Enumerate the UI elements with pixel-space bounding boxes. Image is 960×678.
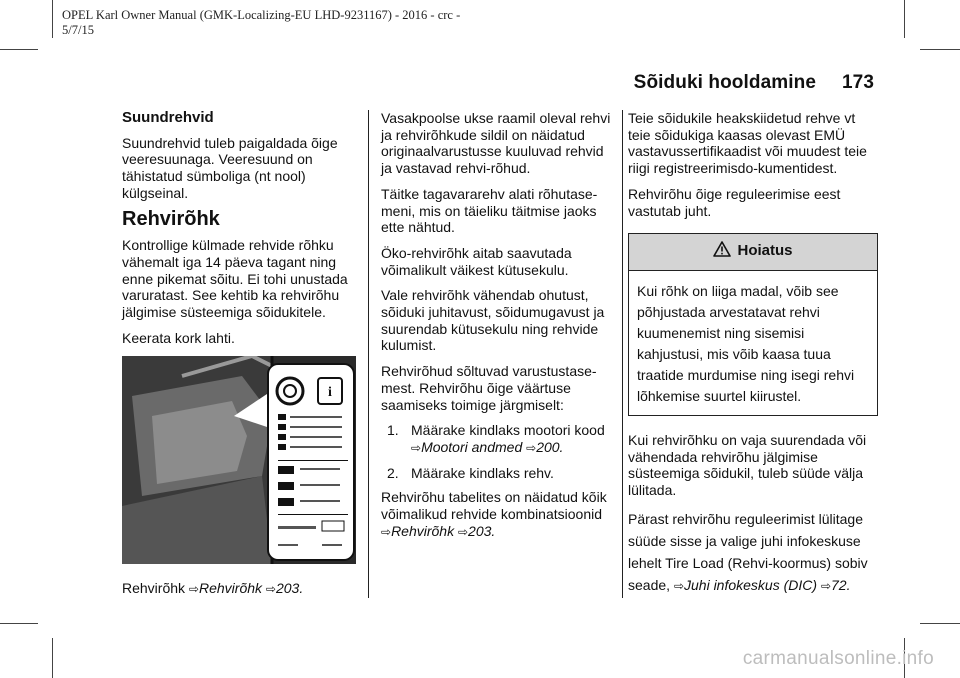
column-divider <box>622 110 623 598</box>
crop-mark <box>920 49 960 50</box>
paragraph: Kontrollige külmade rehvide rõhku vähemalt iga 14 päeva tagant ning enne pikemat sõitu. Ei tohi unustada varuratast. See kehtib ka rehvirõhu jälgimise süsteemiga sõidukitele. <box>122 237 348 321</box>
xref-link[interactable]: Rehvirõhk <box>391 522 455 539</box>
column-3 <box>628 110 878 606</box>
step-number: 2. <box>387 464 399 481</box>
crop-mark <box>920 623 960 624</box>
warning-title: Hoiatus <box>737 242 793 260</box>
heading-rehvirohk: Rehvirõhk <box>122 207 220 230</box>
header-line-1: OPEL Karl Owner Manual (GMK-Localizing-EU LHD-9231167) - 2016 - crc - <box>62 8 461 22</box>
watermark: carmanualsonline.info <box>742 648 934 669</box>
page-number: 173 <box>841 72 874 93</box>
list-item: 2. Määrake kindlaks rehv. <box>387 464 554 481</box>
arrow-xref-icon: ⇨ <box>381 524 392 539</box>
xref-link[interactable]: Mootori andmed <box>421 438 523 455</box>
paragraph: Öko-rehvirõhk aitab saavutada võimalikult väikest kütusekulu. <box>381 244 572 278</box>
arrow-xref-icon: ⇨ <box>265 582 276 597</box>
paragraph: Teie sõidukile heakskiidetud rehve vt teie sõidukiga kaasas olevast EMÜ vastavussertifikaadist või muudest teie riigi registreerimisdo-kumentidest. <box>628 110 867 177</box>
xref-page[interactable]: 72. <box>831 576 851 593</box>
paragraph: Rehvirõhu õige reguleerimise eest vastutab juht. <box>628 185 841 219</box>
paragraph: Vasakpoolse ukse raamil oleval rehvi ja rehvirõhkude sildil on näidatud originaalvarustusse kuuluvad rehvid ja vastavad rehvi-rõhud. <box>381 110 611 177</box>
paragraph: Suundrehvid tuleb paigaldada õige veeresuunaga. Veeresuund on tähistatud sümboliga (nt nool) külgseinal. <box>122 134 338 201</box>
crop-mark <box>0 49 38 50</box>
paragraph: Rehvirõhud sõltuvad varustustase-mest. Rehvirõhu õige väärtuse saamiseks toimige järgmiselt: <box>381 363 597 413</box>
crop-mark <box>52 638 53 678</box>
crop-mark <box>52 0 53 38</box>
arrow-xref-icon: ⇨ <box>457 524 469 539</box>
xref-link[interactable]: Juhi infokeskus (DIC) <box>684 576 818 593</box>
arrow-xref-icon: ⇨ <box>526 440 537 455</box>
arrow-xref-icon: ⇨ <box>188 582 199 597</box>
column-1 <box>122 110 358 607</box>
column-divider <box>368 110 369 598</box>
xref-page[interactable]: 203. <box>275 580 304 597</box>
xref-page[interactable]: 203. <box>468 522 496 539</box>
running-head <box>634 72 874 94</box>
arrow-xref-icon: ⇨ <box>820 578 831 593</box>
tire-label-photo <box>122 356 356 564</box>
warning-body: Kui rõhk on liiga madal, võib see põhjustada arvestatavat rehvi kuumenemist ning sisemisi kahjustusi, mis võib kaasa tuua traatide murdumise ning isegi rehvi lõhkemise suurtel kiirustel. <box>637 282 855 404</box>
figure-caption: Rehvirõhk ⇨Rehvirõhk ⇨203. <box>122 580 304 597</box>
step-number: 1. <box>387 422 399 439</box>
paragraph: Pärast rehvirõhu reguleerimist lülitage süüde sisse ja valige juhi infokeskuse lehelt Tire Load (Rehvi-koormus) sobiv seade, ⇨Juhi infokeskus (DIC) ⇨72. <box>628 510 868 593</box>
xref-link[interactable]: Rehvirõhk <box>198 580 263 597</box>
paragraph: Kui rehvirõhku on vaja suurendada või vähendada rehvirõhu jälgimise süsteemiga sõidukil, tuleb süüde välja lülitada. <box>628 431 867 499</box>
warning-triangle-icon <box>713 241 731 262</box>
paragraph: Rehvirõhu tabelites on näidatud kõik võimalikud rehvide kombinatsioonid ⇨Rehvirõhk ⇨203. <box>381 489 607 539</box>
warning-box <box>628 233 878 416</box>
paragraph: Keerata kork lahti. <box>122 329 235 346</box>
section-title: Sõiduki hooldamine <box>633 72 816 93</box>
arrow-xref-icon: ⇨ <box>411 440 422 455</box>
crop-mark <box>0 623 38 624</box>
arrow-xref-icon: ⇨ <box>673 578 684 593</box>
steps-list <box>381 422 617 481</box>
paragraph: Vale rehvirõhk vähendab ohutust, sõiduki juhitavust, sõidumugavust ja suurendab kütusekulu ning rehvide kulumist. <box>381 287 605 354</box>
xref-page[interactable]: 200. <box>536 438 564 455</box>
svg-text:i: i <box>328 385 332 401</box>
tire-label-illustration <box>122 356 356 564</box>
list-item: 1. Määrake kindlaks mootori kood ⇨Mootori andmed ⇨200. <box>387 422 605 455</box>
document-header <box>62 8 460 38</box>
column-2 <box>381 110 617 549</box>
crop-mark <box>904 0 905 38</box>
header-line-2: 5/7/15 <box>62 23 94 37</box>
warning-header <box>629 234 877 271</box>
paragraph: Täitke tagavararehv alati rõhutase-meni, mis on täieliku täitmise jaoks ette nähtud. <box>381 185 598 236</box>
heading-suundrehvid: Suundrehvid <box>122 109 214 126</box>
